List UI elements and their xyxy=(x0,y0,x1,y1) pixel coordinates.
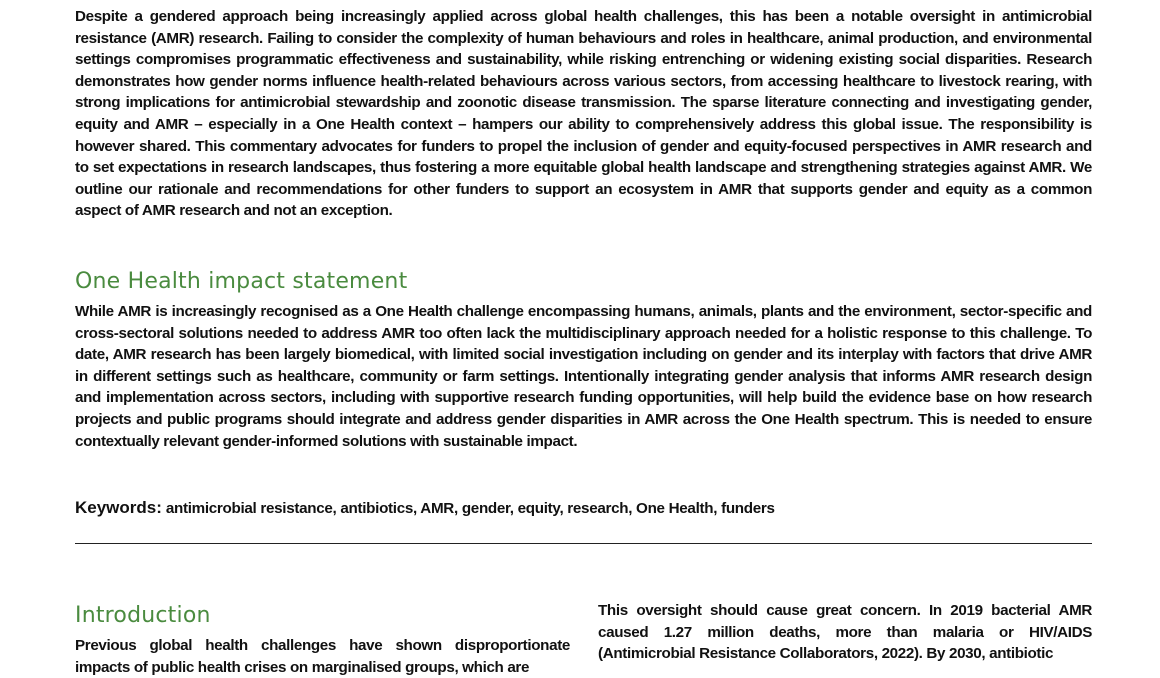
keywords-line xyxy=(75,498,1092,518)
introduction-heading: Introduction xyxy=(75,603,211,628)
section-divider xyxy=(75,543,1092,544)
keywords-label: Keywords: xyxy=(75,498,162,517)
impact-statement-paragraph: While AMR is increasingly recognised as a One Health challenge encompassing humans, animals, plants and the environment, sector-specific and cross-sectoral solutions needed to address AMR too often lack the multidisciplinary approach needed for a holistic response to this challenge. To date, AMR research has been largely biomedical, with limited social investigation including on gender and its interplay with factors that drive AMR in different settings such as healthcare, community or farm settings. Intentionally integrating gender analysis that informs AMR research design and implementation across sectors, including with supportive research funding opportunities, will help build the evidence base on how research projects and public programs should integrate and address gender disparities in AMR across the One Health spectrum. This is needed to ensure contextually relevant gender-informed solutions with sustainable impact. xyxy=(75,303,1092,450)
impact-statement-heading: One Health impact statement xyxy=(75,269,408,294)
keywords-list: antimicrobial resistance, antibiotics, AMR, gender, equity, research, One Health, funders xyxy=(165,500,775,517)
introduction-left-column: Previous global health challenges have shown disproportionate impacts of public health crises on marginalised groups, which are xyxy=(75,637,570,676)
introduction-right-column: This oversight should cause great concern. In 2019 bacterial AMR caused 1.27 million deaths, more than malaria or HIV/AIDS (Antimicrobial Resistance Collaborators, 2022). By 2030, antibiotic xyxy=(598,602,1092,663)
abstract-paragraph: Despite a gendered approach being increasingly applied across global health challenges, this has been a notable oversight in antimicrobial resistance (AMR) research. Failing to consider the complexity of human behaviours and roles in healthcare, animal production, and environmental settings compromises programmatic effectiveness and sustainability, while risking entrenching or widening existing social disparities. Research demonstrates how gender norms influence health-related behaviours across various sectors, from accessing healthcare to livestock rearing, with strong implications for antimicrobial stewardship and zoonotic disease transmission. The sparse literature connecting and investigating gender, equity and AMR – especially in a One Health context – hampers our ability to comprehensively address this global issue. The responsibility is however shared. This commentary advocates for funders to propel the inclusion of gender and equity-focused perspectives in AMR research and to set expectations in research landscapes, thus fostering a more equitable global health landscape and strengthening strategies against AMR. We outline our rationale and recommendations for other funders to support an ecosystem in AMR that supports gender and equity as a common aspect of AMR research and not an exception. xyxy=(75,8,1092,220)
